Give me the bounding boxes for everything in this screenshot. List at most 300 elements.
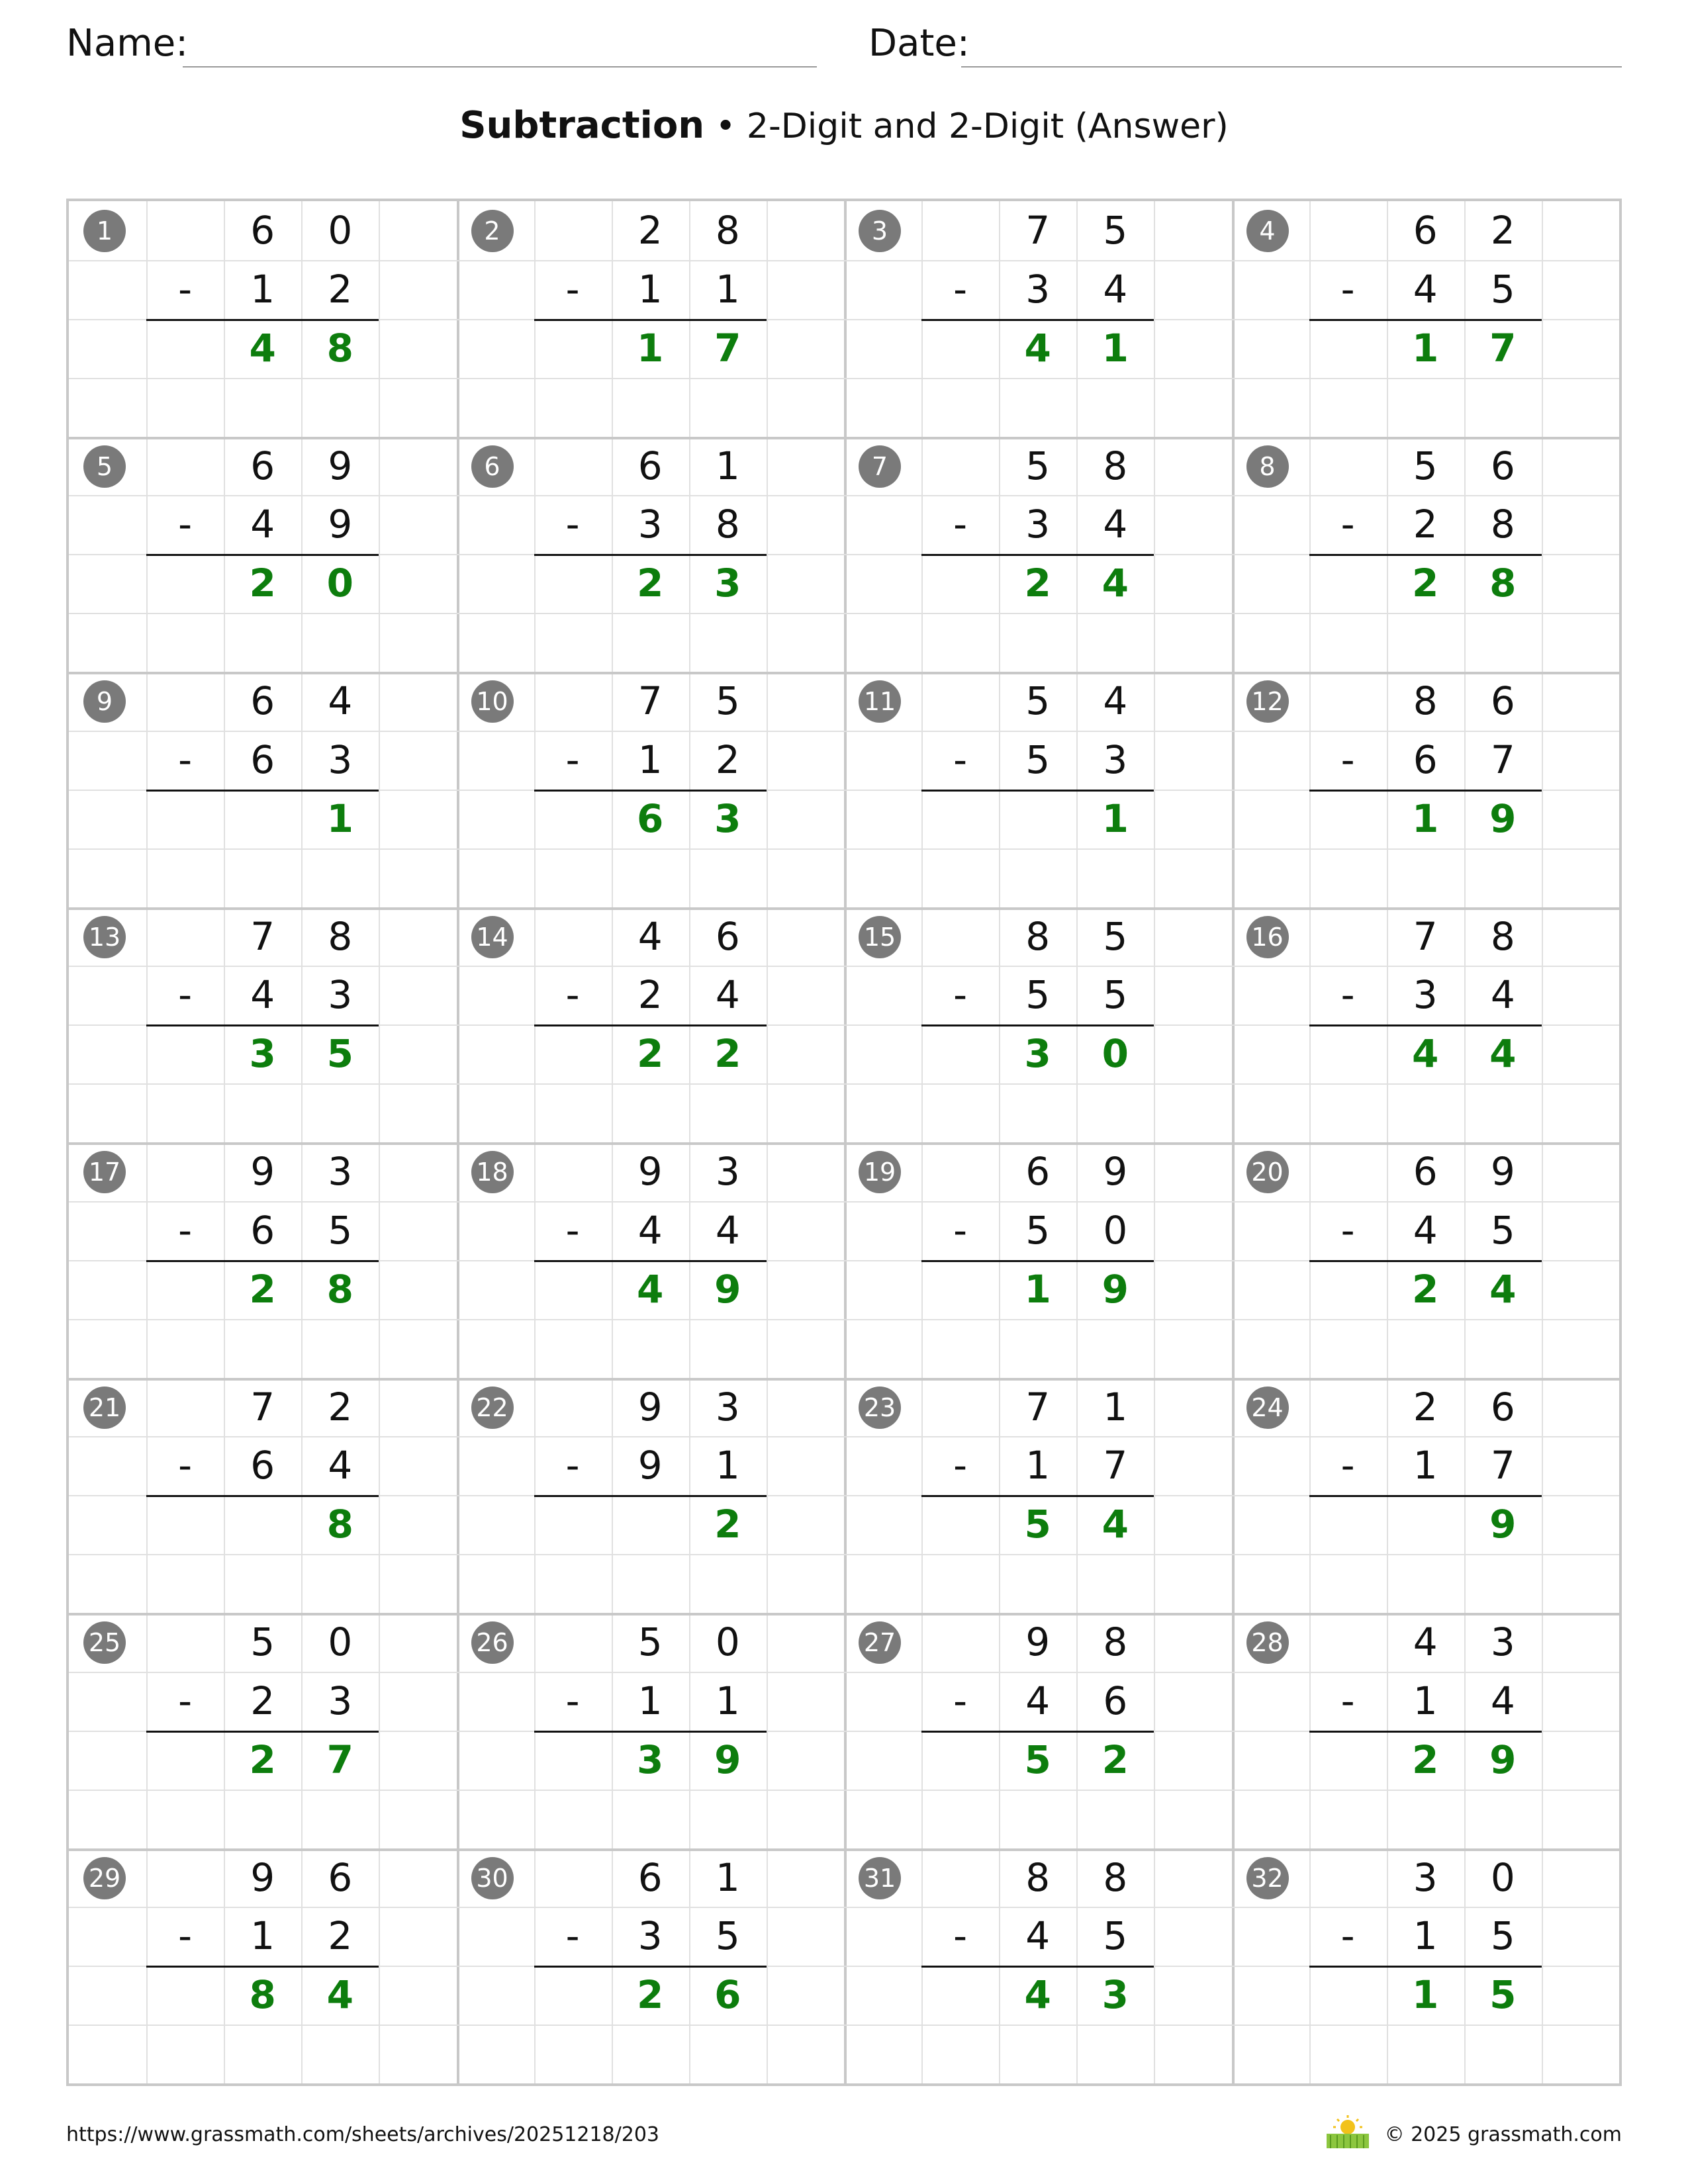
answer-line xyxy=(1309,1966,1542,1968)
subtrahend-ones-digit: 8 xyxy=(715,502,740,547)
answer-line xyxy=(146,790,379,792)
minuend-tens-digit: 7 xyxy=(1413,913,1438,959)
minuend-ones-digit: 8 xyxy=(1103,443,1128,488)
subtrahend-tens-digit: 1 xyxy=(637,1678,663,1723)
problem-32 xyxy=(1232,1848,1620,2084)
problem-31 xyxy=(844,1848,1232,2084)
minuend-ones-digit: 9 xyxy=(1490,1149,1515,1194)
answer-tens-digit[interactable]: 2 xyxy=(1412,561,1439,606)
answer-line xyxy=(921,1024,1154,1026)
grass-sun-logo-icon xyxy=(1324,2114,1372,2150)
subtrahend-ones-digit: 1 xyxy=(715,1678,740,1723)
subtrahend-ones-digit: 6 xyxy=(1103,1678,1128,1723)
problem-number-badge: 22 xyxy=(471,1387,514,1429)
minuend-tens-digit: 7 xyxy=(1025,208,1051,253)
answer-line xyxy=(921,554,1154,556)
subtrahend-tens-digit: 3 xyxy=(1025,266,1051,312)
minuend-tens-digit: 5 xyxy=(637,1619,663,1664)
answer-ones-digit[interactable]: 2 xyxy=(1102,1737,1129,1782)
subtrahend-ones-digit: 7 xyxy=(1103,1443,1128,1488)
answer-ones-digit[interactable]: 1 xyxy=(1102,796,1129,841)
minus-sign: - xyxy=(178,266,193,312)
minuend-ones-digit: 0 xyxy=(328,208,353,253)
minuend-tens-digit: 8 xyxy=(1025,1854,1051,1900)
subtrahend-tens-digit: 1 xyxy=(250,266,275,312)
problem-14 xyxy=(457,907,845,1143)
minuend-ones-digit: 5 xyxy=(715,678,740,723)
answer-line xyxy=(921,1731,1154,1733)
minuend-ones-digit: 2 xyxy=(1490,208,1515,253)
minus-sign: - xyxy=(1340,737,1355,782)
problem-8 xyxy=(1232,437,1620,672)
minuend-ones-digit: 1 xyxy=(715,443,740,488)
problem-1 xyxy=(69,201,457,437)
answer-tens-digit[interactable] xyxy=(224,790,301,848)
subtrahend-ones-digit: 2 xyxy=(328,266,353,312)
subtrahend-ones-digit: 4 xyxy=(715,972,740,1018)
answer-line xyxy=(534,1495,767,1497)
subtrahend-tens-digit: 9 xyxy=(637,1443,663,1488)
minuend-tens-digit: 6 xyxy=(250,443,275,488)
subtrahend-ones-digit: 5 xyxy=(1490,1913,1515,1959)
problem-number-badge: 17 xyxy=(83,1151,126,1193)
problem-29 xyxy=(69,1848,457,2084)
answer-line xyxy=(534,1260,767,1262)
minuend-tens-digit: 9 xyxy=(1025,1619,1051,1664)
minuend-ones-digit: 6 xyxy=(715,913,740,959)
subtrahend-ones-digit: 9 xyxy=(328,502,353,547)
answer-ones-digit[interactable]: 9 xyxy=(714,1266,741,1312)
answer-line xyxy=(921,1495,1154,1497)
answer-line xyxy=(1309,554,1542,556)
answer-tens-digit[interactable] xyxy=(224,1495,301,1554)
problem-11 xyxy=(844,672,1232,907)
problem-number-badge: 6 xyxy=(471,445,514,488)
minuend-ones-digit: 9 xyxy=(328,443,353,488)
minus-sign: - xyxy=(565,737,580,782)
answer-ones-digit[interactable]: 3 xyxy=(714,796,741,841)
answer-line xyxy=(146,1024,379,1026)
answer-line xyxy=(534,1731,767,1733)
subtrahend-ones-digit: 5 xyxy=(715,1913,740,1959)
minuend-ones-digit: 0 xyxy=(715,1619,740,1664)
minuend-tens-digit: 6 xyxy=(1413,208,1438,253)
subtrahend-ones-digit: 4 xyxy=(328,1443,353,1488)
minuend-ones-digit: 3 xyxy=(328,1149,353,1194)
problem-5 xyxy=(69,437,457,672)
minuend-tens-digit: 9 xyxy=(637,1149,663,1194)
answer-tens-digit[interactable]: 3 xyxy=(637,1737,664,1782)
problem-3 xyxy=(844,201,1232,437)
answer-ones-digit[interactable]: 0 xyxy=(1102,1031,1129,1077)
subtrahend-ones-digit: 5 xyxy=(328,1207,353,1253)
problem-6 xyxy=(457,437,845,672)
answer-ones-digit[interactable]: 9 xyxy=(714,1737,741,1782)
problem-18 xyxy=(457,1142,845,1378)
answer-ones-digit[interactable]: 9 xyxy=(1489,796,1517,841)
answer-ones-digit[interactable]: 2 xyxy=(714,1502,741,1547)
problem-number-badge: 32 xyxy=(1246,1857,1289,1899)
subtrahend-tens-digit: 5 xyxy=(1025,737,1051,782)
problem-10 xyxy=(457,672,845,907)
minuend-ones-digit: 5 xyxy=(1103,913,1128,959)
answer-ones-digit[interactable]: 3 xyxy=(714,561,741,606)
problem-2 xyxy=(457,201,845,437)
answer-ones-digit[interactable]: 4 xyxy=(1489,1266,1517,1312)
answer-line xyxy=(146,1260,379,1262)
problem-number-badge: 23 xyxy=(859,1387,901,1429)
problem-number-badge: 24 xyxy=(1246,1387,1289,1429)
subtrahend-ones-digit: 4 xyxy=(1490,1678,1515,1723)
answer-line xyxy=(146,1966,379,1968)
minuend-tens-digit: 8 xyxy=(1413,678,1438,723)
subtrahend-ones-digit: 5 xyxy=(1103,972,1128,1018)
answer-tens-digit[interactable] xyxy=(1387,1495,1464,1554)
problem-13 xyxy=(69,907,457,1143)
minus-sign: - xyxy=(1340,1443,1355,1488)
answer-ones-digit[interactable]: 4 xyxy=(326,1972,354,2018)
answer-tens-digit[interactable]: 3 xyxy=(1024,1031,1051,1077)
answer-tens-digit[interactable]: 2 xyxy=(1412,1737,1439,1782)
problem-19 xyxy=(844,1142,1232,1378)
minuend-ones-digit: 4 xyxy=(1103,678,1128,723)
subtrahend-ones-digit: 2 xyxy=(715,737,740,782)
minuend-tens-digit: 9 xyxy=(637,1384,663,1430)
minus-sign: - xyxy=(953,1913,968,1959)
problem-17 xyxy=(69,1142,457,1378)
problem-16 xyxy=(1232,907,1620,1143)
title-subtitle: • 2-Digit and 2-Digit (Answer) xyxy=(715,107,1229,146)
minuend-tens-digit: 6 xyxy=(250,208,275,253)
answer-ones-digit[interactable]: 4 xyxy=(1102,1502,1129,1547)
minuend-tens-digit: 5 xyxy=(1413,443,1438,488)
minuend-ones-digit: 6 xyxy=(1490,443,1515,488)
subtrahend-ones-digit: 5 xyxy=(1103,1913,1128,1959)
minus-sign: - xyxy=(1340,266,1355,312)
minuend-ones-digit: 1 xyxy=(715,1854,740,1900)
answer-line xyxy=(1309,1024,1542,1026)
answer-line xyxy=(1309,1731,1542,1733)
problem-number-badge: 3 xyxy=(859,210,901,252)
answer-ones-digit[interactable]: 7 xyxy=(326,1737,354,1782)
answer-ones-digit[interactable]: 8 xyxy=(326,1502,354,1547)
minus-sign: - xyxy=(1340,1678,1355,1723)
problem-number-badge: 15 xyxy=(859,916,901,958)
answer-line xyxy=(146,1731,379,1733)
answer-tens-digit[interactable]: 4 xyxy=(1412,1031,1439,1077)
minus-sign: - xyxy=(953,502,968,547)
answer-tens-digit[interactable]: 2 xyxy=(249,1266,276,1312)
answer-ones-digit[interactable]: 4 xyxy=(1489,1031,1517,1077)
problem-number-badge: 27 xyxy=(859,1621,901,1664)
minuend-tens-digit: 6 xyxy=(250,678,275,723)
subtrahend-tens-digit: 3 xyxy=(637,1913,663,1959)
answer-ones-digit[interactable]: 8 xyxy=(326,325,354,371)
answer-tens-digit[interactable]: 1 xyxy=(637,325,664,371)
minuend-tens-digit: 7 xyxy=(250,1384,275,1430)
minus-sign: - xyxy=(1340,1207,1355,1253)
subtrahend-ones-digit: 4 xyxy=(715,1207,740,1253)
minus-sign: - xyxy=(565,1207,580,1253)
minuend-tens-digit: 7 xyxy=(250,913,275,959)
problem-number-badge: 30 xyxy=(471,1857,514,1899)
problem-number-badge: 2 xyxy=(471,210,514,252)
minuend-ones-digit: 4 xyxy=(328,678,353,723)
minus-sign: - xyxy=(953,266,968,312)
subtrahend-tens-digit: 1 xyxy=(637,737,663,782)
answer-line xyxy=(921,319,1154,321)
answer-tens-digit[interactable] xyxy=(999,790,1076,848)
problem-27 xyxy=(844,1613,1232,1848)
worksheet-title xyxy=(0,104,1688,147)
answer-tens-digit[interactable]: 8 xyxy=(249,1972,276,2018)
problem-number-badge: 16 xyxy=(1246,916,1289,958)
subtrahend-ones-digit: 0 xyxy=(1103,1207,1128,1253)
answer-tens-digit[interactable]: 2 xyxy=(637,1031,664,1077)
minuend-tens-digit: 5 xyxy=(250,1619,275,1664)
minuend-tens-digit: 5 xyxy=(1025,443,1051,488)
answer-line xyxy=(534,1024,767,1026)
answer-tens-digit[interactable]: 4 xyxy=(1024,325,1051,371)
minus-sign: - xyxy=(178,502,193,547)
answer-ones-digit[interactable]: 7 xyxy=(714,325,741,371)
minuend-ones-digit: 5 xyxy=(1103,208,1128,253)
subtrahend-ones-digit: 3 xyxy=(328,1678,353,1723)
subtrahend-tens-digit: 1 xyxy=(250,1913,275,1959)
footer-url: https://www.grassmath.com/sheets/archives/20251218/203 xyxy=(66,2123,660,2146)
problem-12 xyxy=(1232,672,1620,907)
minuend-ones-digit: 8 xyxy=(1103,1619,1128,1664)
answer-ones-digit[interactable]: 9 xyxy=(1102,1266,1129,1312)
answer-tens-digit[interactable] xyxy=(612,1495,689,1554)
minuend-ones-digit: 6 xyxy=(1490,678,1515,723)
answer-ones-digit[interactable]: 8 xyxy=(326,1266,354,1312)
minuend-tens-digit: 6 xyxy=(1025,1149,1051,1194)
answer-tens-digit[interactable]: 2 xyxy=(1412,1266,1439,1312)
answer-tens-digit[interactable]: 2 xyxy=(637,561,664,606)
problem-number-badge: 12 xyxy=(1246,680,1289,723)
minuend-ones-digit: 3 xyxy=(715,1384,740,1430)
subtrahend-tens-digit: 3 xyxy=(1025,502,1051,547)
answer-ones-digit[interactable]: 5 xyxy=(1489,1972,1517,2018)
problem-number-badge: 14 xyxy=(471,916,514,958)
problem-20 xyxy=(1232,1142,1620,1378)
problem-21 xyxy=(69,1378,457,1614)
minus-sign: - xyxy=(953,737,968,782)
problem-number-badge: 9 xyxy=(83,680,126,723)
answer-line xyxy=(146,554,379,556)
minuend-ones-digit: 3 xyxy=(1490,1619,1515,1664)
minus-sign: - xyxy=(953,1678,968,1723)
subtrahend-tens-digit: 4 xyxy=(1025,1913,1051,1959)
subtrahend-tens-digit: 4 xyxy=(1413,1207,1438,1253)
subtrahend-ones-digit: 8 xyxy=(1490,502,1515,547)
minus-sign: - xyxy=(953,972,968,1018)
problem-number-badge: 26 xyxy=(471,1621,514,1664)
problem-number-badge: 13 xyxy=(83,916,126,958)
minuend-tens-digit: 9 xyxy=(250,1149,275,1194)
answer-ones-digit[interactable]: 6 xyxy=(714,1972,741,2018)
minus-sign: - xyxy=(178,1678,193,1723)
subtrahend-tens-digit: 1 xyxy=(1025,1443,1051,1488)
minus-sign: - xyxy=(1340,972,1355,1018)
subtrahend-tens-digit: 6 xyxy=(250,1207,275,1253)
answer-line xyxy=(534,790,767,792)
minuend-ones-digit: 8 xyxy=(1103,1854,1128,1900)
problem-7 xyxy=(844,437,1232,672)
date-field-line[interactable] xyxy=(961,66,1622,68)
problem-23 xyxy=(844,1378,1232,1614)
minuend-ones-digit: 6 xyxy=(328,1854,353,1900)
answer-ones-digit[interactable]: 8 xyxy=(1489,561,1517,606)
minus-sign: - xyxy=(1340,502,1355,547)
problem-28 xyxy=(1232,1613,1620,1848)
subtrahend-tens-digit: 5 xyxy=(1025,972,1051,1018)
minus-sign: - xyxy=(565,502,580,547)
subtrahend-ones-digit: 3 xyxy=(1103,737,1128,782)
minuend-ones-digit: 8 xyxy=(1490,913,1515,959)
minuend-ones-digit: 6 xyxy=(1490,1384,1515,1430)
minuend-tens-digit: 2 xyxy=(1413,1384,1438,1430)
name-label: Name: xyxy=(66,22,189,65)
problem-number-badge: 29 xyxy=(83,1857,126,1899)
answer-tens-digit[interactable]: 5 xyxy=(1024,1502,1051,1547)
problem-number-badge: 4 xyxy=(1246,210,1289,252)
subtrahend-ones-digit: 4 xyxy=(1103,502,1128,547)
subtrahend-ones-digit: 7 xyxy=(1490,1443,1515,1488)
answer-ones-digit[interactable]: 7 xyxy=(1489,325,1517,371)
answer-tens-digit[interactable]: 1 xyxy=(1024,1266,1051,1312)
minuend-tens-digit: 4 xyxy=(637,913,663,959)
minuend-tens-digit: 6 xyxy=(1413,1149,1438,1194)
answer-ones-digit[interactable]: 2 xyxy=(714,1031,741,1077)
answer-line xyxy=(1309,790,1542,792)
minuend-ones-digit: 3 xyxy=(715,1149,740,1194)
answer-ones-digit[interactable]: 9 xyxy=(1489,1502,1517,1547)
problem-number-badge: 20 xyxy=(1246,1151,1289,1193)
subtrahend-ones-digit: 7 xyxy=(1490,737,1515,782)
problem-24 xyxy=(1232,1378,1620,1614)
subtrahend-tens-digit: 4 xyxy=(1025,1678,1051,1723)
answer-tens-digit[interactable]: 3 xyxy=(249,1031,276,1077)
answer-ones-digit[interactable]: 1 xyxy=(326,796,354,841)
minus-sign: - xyxy=(565,266,580,312)
subtrahend-ones-digit: 2 xyxy=(328,1913,353,1959)
answer-tens-digit[interactable]: 4 xyxy=(1024,1972,1051,2018)
subtrahend-ones-digit: 5 xyxy=(1490,266,1515,312)
answer-ones-digit[interactable]: 1 xyxy=(1102,325,1129,371)
answer-tens-digit[interactable]: 1 xyxy=(1412,796,1439,841)
minuend-tens-digit: 2 xyxy=(637,208,663,253)
minuend-ones-digit: 9 xyxy=(1103,1149,1128,1194)
problem-4 xyxy=(1232,201,1620,437)
minuend-tens-digit: 6 xyxy=(637,443,663,488)
subtrahend-tens-digit: 4 xyxy=(250,502,275,547)
answer-line xyxy=(146,1495,379,1497)
name-field-line[interactable] xyxy=(183,66,817,68)
subtrahend-tens-digit: 1 xyxy=(1413,1443,1438,1488)
problem-number-badge: 25 xyxy=(83,1621,126,1664)
subtrahend-ones-digit: 1 xyxy=(715,1443,740,1488)
minus-sign: - xyxy=(565,1443,580,1488)
answer-ones-digit[interactable]: 4 xyxy=(1102,561,1129,606)
answer-tens-digit[interactable]: 2 xyxy=(249,561,276,606)
answer-line xyxy=(1309,1495,1542,1497)
answer-tens-digit[interactable]: 2 xyxy=(1024,561,1051,606)
problem-number-badge: 8 xyxy=(1246,445,1289,488)
answer-tens-digit[interactable]: 1 xyxy=(1412,1972,1439,2018)
answer-tens-digit[interactable]: 2 xyxy=(249,1737,276,1782)
answer-ones-digit[interactable]: 5 xyxy=(326,1031,354,1077)
minus-sign: - xyxy=(178,972,193,1018)
subtrahend-tens-digit: 3 xyxy=(637,502,663,547)
problem-30 xyxy=(457,1848,845,2084)
problem-number-badge: 10 xyxy=(471,680,514,723)
subtrahend-tens-digit: 1 xyxy=(637,266,663,312)
subtrahend-ones-digit: 5 xyxy=(1490,1207,1515,1253)
subtrahend-tens-digit: 6 xyxy=(250,737,275,782)
answer-line xyxy=(1309,319,1542,321)
problem-number-badge: 28 xyxy=(1246,1621,1289,1664)
subtrahend-tens-digit: 2 xyxy=(637,972,663,1018)
subtrahend-ones-digit: 3 xyxy=(328,972,353,1018)
subtrahend-tens-digit: 2 xyxy=(1413,502,1438,547)
minus-sign: - xyxy=(178,737,193,782)
subtrahend-tens-digit: 3 xyxy=(1413,972,1438,1018)
subtrahend-tens-digit: 6 xyxy=(250,1443,275,1488)
minus-sign: - xyxy=(953,1443,968,1488)
problem-9 xyxy=(69,672,457,907)
answer-ones-digit[interactable]: 3 xyxy=(1102,1972,1129,2018)
title-main: Subtraction xyxy=(459,104,705,147)
answer-tens-digit[interactable]: 6 xyxy=(637,796,664,841)
answer-line xyxy=(534,554,767,556)
answer-line xyxy=(921,1966,1154,1968)
minuend-ones-digit: 8 xyxy=(328,913,353,959)
answer-tens-digit[interactable]: 5 xyxy=(1024,1737,1051,1782)
date-label: Date: xyxy=(868,22,970,65)
minuend-tens-digit: 6 xyxy=(637,1854,663,1900)
subtrahend-ones-digit: 4 xyxy=(1103,266,1128,312)
answer-tens-digit[interactable]: 4 xyxy=(637,1266,664,1312)
problem-number-badge: 18 xyxy=(471,1151,514,1193)
minus-sign: - xyxy=(178,1443,193,1488)
subtrahend-ones-digit: 4 xyxy=(1490,972,1515,1018)
answer-line xyxy=(1309,1260,1542,1262)
problem-22 xyxy=(457,1378,845,1614)
minus-sign: - xyxy=(953,1207,968,1253)
problem-number-badge: 7 xyxy=(859,445,901,488)
answer-tens-digit[interactable]: 1 xyxy=(1412,325,1439,371)
answer-line xyxy=(921,790,1154,792)
minus-sign: - xyxy=(565,1913,580,1959)
answer-tens-digit[interactable]: 4 xyxy=(249,325,276,371)
minuend-tens-digit: 5 xyxy=(1025,678,1051,723)
answer-ones-digit[interactable]: 9 xyxy=(1489,1737,1517,1782)
minuend-ones-digit: 0 xyxy=(328,1619,353,1664)
minuend-tens-digit: 7 xyxy=(637,678,663,723)
minuend-tens-digit: 7 xyxy=(1025,1384,1051,1430)
answer-line xyxy=(534,1966,767,1968)
answer-ones-digit[interactable]: 0 xyxy=(326,561,354,606)
minuend-ones-digit: 8 xyxy=(715,208,740,253)
answer-line xyxy=(921,1260,1154,1262)
problem-number-badge: 11 xyxy=(859,680,901,723)
answer-tens-digit[interactable]: 2 xyxy=(637,1972,664,2018)
problem-number-badge: 21 xyxy=(83,1387,126,1429)
minuend-tens-digit: 9 xyxy=(250,1854,275,1900)
problem-15 xyxy=(844,907,1232,1143)
